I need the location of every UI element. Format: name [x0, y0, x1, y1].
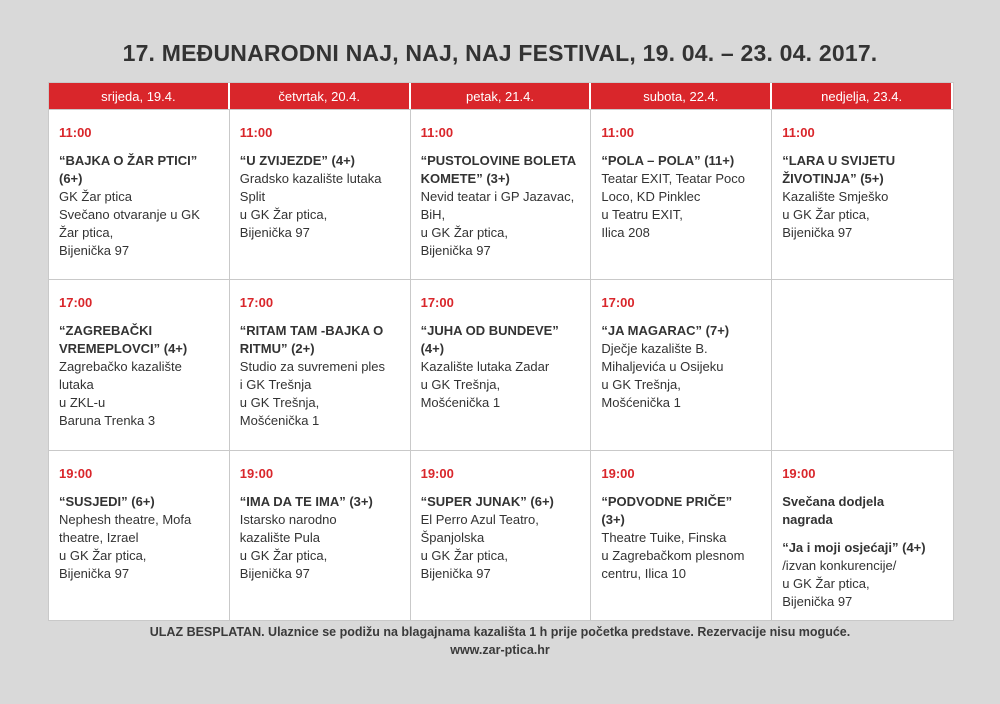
show-detail: Mihaljevića u Osijeku [601, 359, 724, 375]
show-title: “U ZVIJEZDE” (4+) [239, 153, 356, 168]
show-detail: Svečano otvaranje u GK [59, 207, 200, 222]
day-header: četvrtak, 20.4. [230, 83, 411, 109]
show-detail: Studio za suvremeni ples [239, 359, 386, 375]
show-detail: u GK Žar ptica, [420, 225, 509, 240]
show-detail: u GK Žar ptica, [239, 207, 328, 222]
show-title: “SUSJEDI” (6+) [59, 493, 155, 509]
show-title: “Ja i moji osjećaji” (4+) [782, 539, 926, 555]
show-detail: Bijenička 97 [420, 243, 491, 258]
show-detail: Baruna Trenka 3 [59, 413, 156, 429]
schedule-cell [230, 109, 411, 279]
show-time: 11:00 [782, 125, 815, 140]
show-detail: Ilica 208 [601, 225, 650, 240]
schedule-cell [591, 279, 772, 449]
show-detail: Španjolska [420, 529, 485, 545]
schedule-cell [230, 450, 411, 620]
show-detail: Teatar EXIT, Teatar Poco [601, 171, 745, 186]
show-detail: lutaka [59, 377, 94, 393]
show-time: 19:00 [601, 465, 635, 481]
show-title: “RITAM TAM -BAJKA O [239, 323, 384, 339]
schedule-cell [772, 279, 953, 449]
spacer [782, 529, 943, 539]
show-detail: Mošćenička 1 [239, 413, 320, 429]
show-time: 17:00 [420, 295, 454, 311]
show-detail: u GK Žar ptica, [782, 207, 870, 222]
show-detail: Bijenička 97 [782, 593, 853, 609]
show-detail: Kazalište Smješko [782, 189, 889, 204]
schedule-cell [411, 109, 592, 279]
show-title: “JA MAGARAC” (7+) [601, 323, 730, 339]
show-detail: GK Žar ptica [59, 189, 132, 204]
schedule-cell [772, 109, 953, 279]
show-time: 11:00 [239, 125, 273, 140]
show-title: “BAJKA O ŽAR PTICI” (6+) [59, 153, 198, 186]
show-time: 19:00 [59, 465, 93, 481]
show-detail: Gradsko kazalište lutaka [239, 171, 382, 186]
show-title: nagrada [782, 511, 833, 527]
show-detail: theatre, Izrael [59, 529, 139, 545]
show-detail: Kazalište lutaka Zadar [420, 359, 550, 375]
show-detail: u GK Žar ptica, [782, 575, 870, 591]
show-detail: Bijenička 97 [420, 565, 491, 581]
show-detail: Žar ptica, [59, 225, 114, 240]
schedule-cell [591, 109, 772, 279]
show-detail: Nephesh theatre, Mofa [59, 511, 192, 527]
show-detail: Mošćenička 1 [601, 395, 681, 411]
schedule-table [48, 82, 954, 621]
show-detail: u Zagrebačkom plesnom [601, 547, 745, 563]
day-header: subota, 22.4. [591, 83, 772, 109]
show-detail: Mošćenička 1 [420, 395, 501, 411]
schedule-cell [591, 450, 772, 620]
day-header: petak, 21.4. [411, 83, 592, 109]
schedule-cell [411, 279, 592, 449]
show-time: 19:00 [782, 465, 816, 481]
show-title: (4+) [420, 341, 445, 357]
show-detail: Dječje kazalište B. [601, 341, 708, 357]
show-title: “POLA – POLA” (11+) [601, 153, 735, 168]
schedule-cell [772, 450, 953, 620]
show-title: “ZAGREBAČKI [59, 323, 153, 339]
show-time: 17:00 [601, 295, 635, 311]
show-detail: Theatre Tuike, Finska [601, 529, 727, 545]
show-detail: u GK Trešnja, [239, 395, 320, 411]
show-detail: Bijenička 97 [239, 225, 310, 240]
show-detail: Nevid teatar i GP Jazavac, [420, 189, 575, 204]
show-time: 11:00 [420, 125, 454, 140]
show-title: “LARA U SVIJETU [782, 153, 896, 168]
show-detail: Bijenička 97 [239, 565, 310, 581]
day-header: nedjelja, 23.4. [772, 83, 953, 109]
show-detail: u GK Žar ptica, [239, 547, 328, 563]
show-detail: Bijenička 97 [782, 225, 853, 240]
show-detail: u GK Trešnja, [601, 377, 681, 393]
show-title: KOMETE” (3+) [420, 171, 510, 186]
show-title: “PODVODNE PRIČE” [601, 493, 733, 509]
show-title: “SUPER JUNAK” (6+) [420, 493, 554, 509]
show-detail: u Teatru EXIT, [601, 207, 683, 222]
footer-notice: ULAZ BESPLATAN. Ulaznice se podižu na blagajnama kazališta 1 h prije početka predstave. Rezervacije nisu moguće. [149, 625, 851, 639]
show-detail: BiH, [420, 207, 446, 222]
show-detail: Zagrebačko kazalište [59, 359, 182, 375]
show-time: 17:00 [59, 295, 93, 311]
festival-title: 17. MEĐUNARODNI NAJ, NAJ, NAJ FESTIVAL, 19. 04. – 23. 04. 2017. [122, 40, 878, 66]
schedule-cell [49, 450, 230, 620]
show-title: ŽIVOTINJA” (5+) [782, 171, 884, 186]
show-title: (3+) [601, 511, 625, 527]
show-time: 19:00 [420, 465, 454, 481]
show-detail: Bijenička 97 [59, 565, 130, 581]
day-header: srijeda, 19.4. [49, 83, 230, 109]
show-detail: Split [239, 189, 266, 204]
show-title: VREMEPLOVCI” (4+) [59, 341, 188, 357]
schedule-cell [230, 279, 411, 449]
show-title: Svečana dodjela [782, 493, 885, 509]
show-time: 11:00 [59, 125, 92, 140]
show-title: “JUHA OD BUNDEVE” [420, 323, 559, 339]
show-detail: El Perro Azul Teatro, [420, 511, 539, 527]
show-detail: u GK Žar ptica, [59, 547, 147, 563]
show-detail: u GK Trešnja, [420, 377, 501, 393]
show-title: “IMA DA TE IMA” (3+) [239, 493, 373, 509]
show-detail: u ZKL-u [59, 395, 106, 411]
schedule-cell [49, 109, 230, 279]
schedule-cell [411, 450, 592, 620]
show-time: 19:00 [239, 465, 274, 481]
show-detail: kazalište Pula [239, 529, 321, 545]
show-detail: /izvan konkurencije/ [782, 557, 897, 573]
show-detail: Loco, KD Pinklec [601, 189, 701, 204]
show-title: RITMU” (2+) [239, 341, 315, 357]
show-detail: i GK Trešnja [239, 377, 312, 393]
show-time: 17:00 [239, 295, 274, 311]
show-detail: Istarsko narodno [239, 511, 337, 527]
show-detail: u GK Žar ptica, [420, 547, 509, 563]
show-detail: Bijenička 97 [59, 243, 130, 258]
schedule-cell [49, 279, 230, 449]
footer-website[interactable]: www.zar-ptica.hr [450, 643, 550, 657]
show-detail: centru, Ilica 10 [601, 565, 686, 581]
show-time: 11:00 [601, 125, 634, 140]
show-title: “PUSTOLOVINE BOLETA [420, 153, 577, 168]
